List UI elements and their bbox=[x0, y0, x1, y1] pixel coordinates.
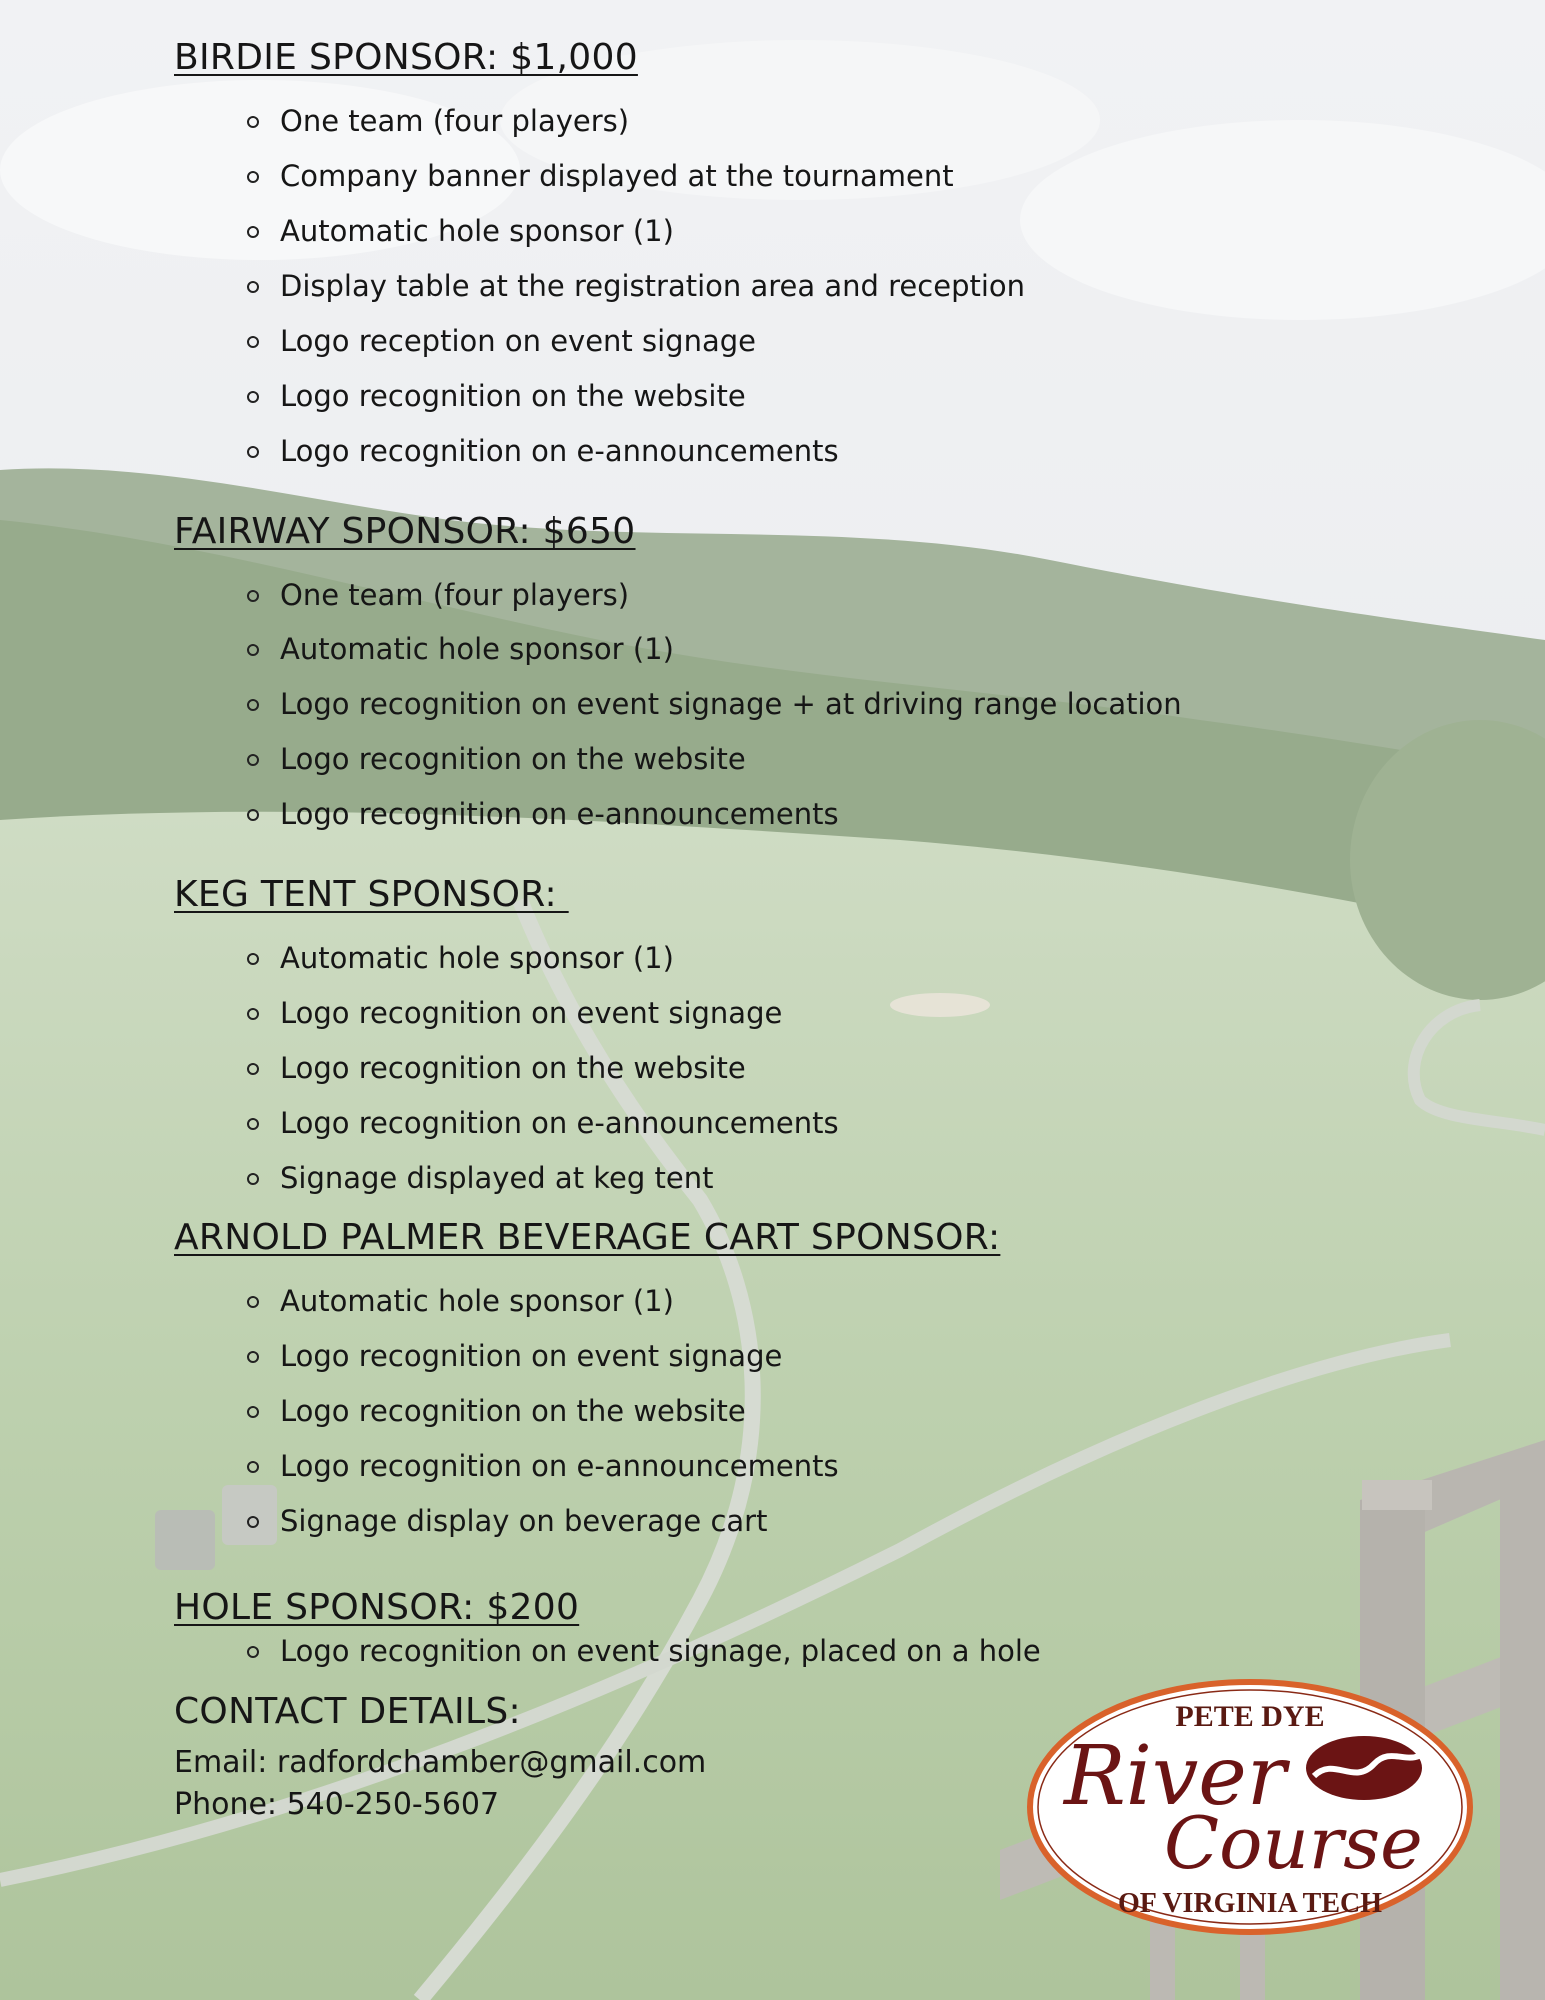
list-item: Automatic hole sponsor (1) bbox=[280, 632, 674, 666]
list-item: Logo recognition on event signage, placed on a hole bbox=[280, 1634, 1041, 1668]
contact-email: Email: radfordchamber@gmail.com bbox=[174, 1745, 707, 1780]
list-item: Logo recognition on e-announcements bbox=[280, 797, 839, 831]
list-item: Company banner displayed at the tournament bbox=[280, 159, 954, 193]
fairway-sponsor-heading: FAIRWAY SPONSOR: $650 bbox=[174, 511, 636, 552]
logo-top-text: PETE DYE bbox=[1175, 1700, 1325, 1733]
logo-bottom-text: OF VIRGINIA TECH bbox=[1118, 1888, 1382, 1919]
logo-script-course: Course bbox=[1164, 1801, 1423, 1885]
birdie-sponsor-heading: BIRDIE SPONSOR: $1,000 bbox=[174, 37, 638, 78]
list-item: One team (four players) bbox=[280, 104, 630, 138]
logo-script-river: River bbox=[1064, 1729, 1287, 1824]
hole-sponsor-heading: HOLE SPONSOR: $200 bbox=[174, 1587, 580, 1628]
list-item: Logo recognition on event signage bbox=[280, 996, 783, 1030]
list-item: Logo recognition on the website bbox=[280, 1051, 746, 1085]
river-course-logo bbox=[1024, 1676, 1476, 1938]
contact-heading: CONTACT DETAILS: bbox=[174, 1691, 521, 1732]
list-item: Automatic hole sponsor (1) bbox=[280, 941, 674, 975]
list-item: Logo recognition on the website bbox=[280, 1394, 746, 1428]
list-item: Display table at the registration area and reception bbox=[280, 269, 1026, 303]
list-item: Logo reception on event signage bbox=[280, 324, 756, 358]
list-item: Logo recognition on e-announcements bbox=[280, 434, 839, 468]
list-item: One team (four players) bbox=[280, 578, 630, 612]
list-item: Automatic hole sponsor (1) bbox=[280, 1284, 674, 1318]
list-item: Signage display on beverage cart bbox=[280, 1504, 768, 1538]
list-item: Signage displayed at keg tent bbox=[280, 1161, 714, 1195]
list-item: Logo recognition on the website bbox=[280, 379, 746, 413]
contact-phone: Phone: 540-250-5607 bbox=[174, 1787, 500, 1822]
keg-tent-sponsor-heading: KEG TENT SPONSOR: bbox=[174, 874, 569, 915]
list-item: Automatic hole sponsor (1) bbox=[280, 214, 674, 248]
list-item: Logo recognition on event signage bbox=[280, 1339, 783, 1373]
beverage-cart-sponsor-heading: ARNOLD PALMER BEVERAGE CART SPONSOR: bbox=[174, 1217, 1001, 1258]
list-item: Logo recognition on e-announcements bbox=[280, 1449, 839, 1483]
list-item: Logo recognition on event signage + at driving range location bbox=[280, 687, 1182, 721]
list-item: Logo recognition on e-announcements bbox=[280, 1106, 839, 1140]
list-item: Logo recognition on the website bbox=[280, 742, 746, 776]
